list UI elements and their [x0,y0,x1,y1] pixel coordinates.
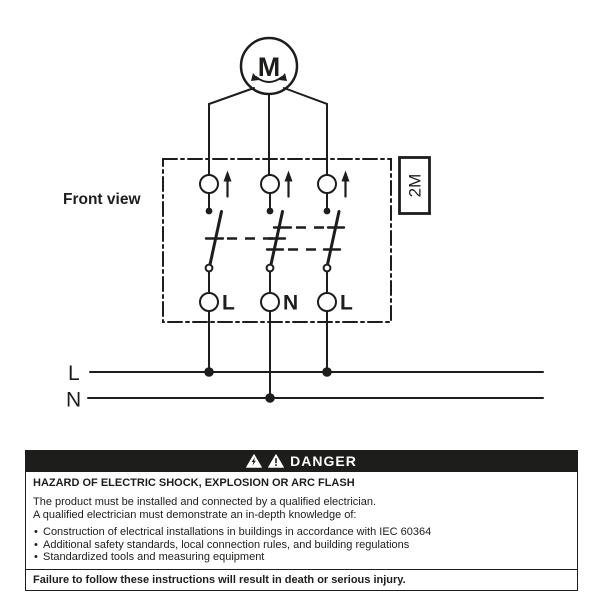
junction-dot [322,367,332,377]
hazard-bullet-item: • Construction of electrical installations in buildings in accordance with IEC 60364 [33,526,570,539]
hazard-bullet-list [33,526,570,564]
contact-open-circle [324,265,331,272]
arrow-up-icon [285,171,293,197]
motor-label: M [257,52,281,82]
electric-shock-hazard-icon [246,454,262,468]
contact-open-circle [267,265,274,272]
danger-title: DANGER [290,453,357,469]
wire-motor-left [209,88,254,176]
danger-notice [25,450,578,591]
bottom-terminal-circle [200,293,218,311]
switch-pole-left [200,171,235,373]
arrow-up-icon [342,171,350,197]
terminal-label: L [340,291,353,315]
top-terminal-circle [261,175,279,193]
hazard-bullet-item: • Standardized tools and measuring equipment [33,551,570,564]
switch-pole-right [318,171,353,373]
hazard-bullet-item: • Additional safety standards, local connection rules, and building regulations [33,539,570,552]
top-terminal-circle [200,175,218,193]
module-label: 2M [405,173,425,198]
supply-lines [66,362,543,412]
hazard-text-line: The product must be installed and connected by a qualified electrician. [33,496,377,508]
arrow-up-icon [224,171,232,197]
hazard-consequence-statement: Failure to follow these instructions will result in death or serious injury. [26,569,577,591]
wire-motor-right [284,88,327,176]
contact-dot [206,208,213,215]
supply-line-l-label: L [68,362,80,385]
contact-open-circle [206,265,213,272]
bottom-terminal-circle [261,293,279,311]
switch-pole-center [261,171,298,399]
module-badge [400,158,430,214]
motor-wires [209,88,327,176]
terminal-label: L [222,291,235,315]
warning-exclamation-icon [268,454,284,468]
motor-symbol [241,38,297,94]
front-view-label: Front view [63,191,141,208]
danger-header-bar [25,450,578,472]
supply-line-n-label: N [66,388,82,412]
bottom-terminal-circle [318,293,336,311]
switch-blade [328,212,340,265]
junction-dot [265,393,275,403]
hazard-text-line: A qualified electrician must demonstrate an in-depth knowledge of: [33,508,357,521]
top-terminal-circle [318,175,336,193]
contact-dot [324,208,331,215]
contact-dot [267,208,274,215]
terminal-label: N [283,291,299,315]
danger-body-panel [25,472,578,591]
hazard-title: HAZARD OF ELECTRIC SHOCK, EXPLOSION OR ARC FLASH [33,477,355,489]
junction-dot [204,367,214,377]
